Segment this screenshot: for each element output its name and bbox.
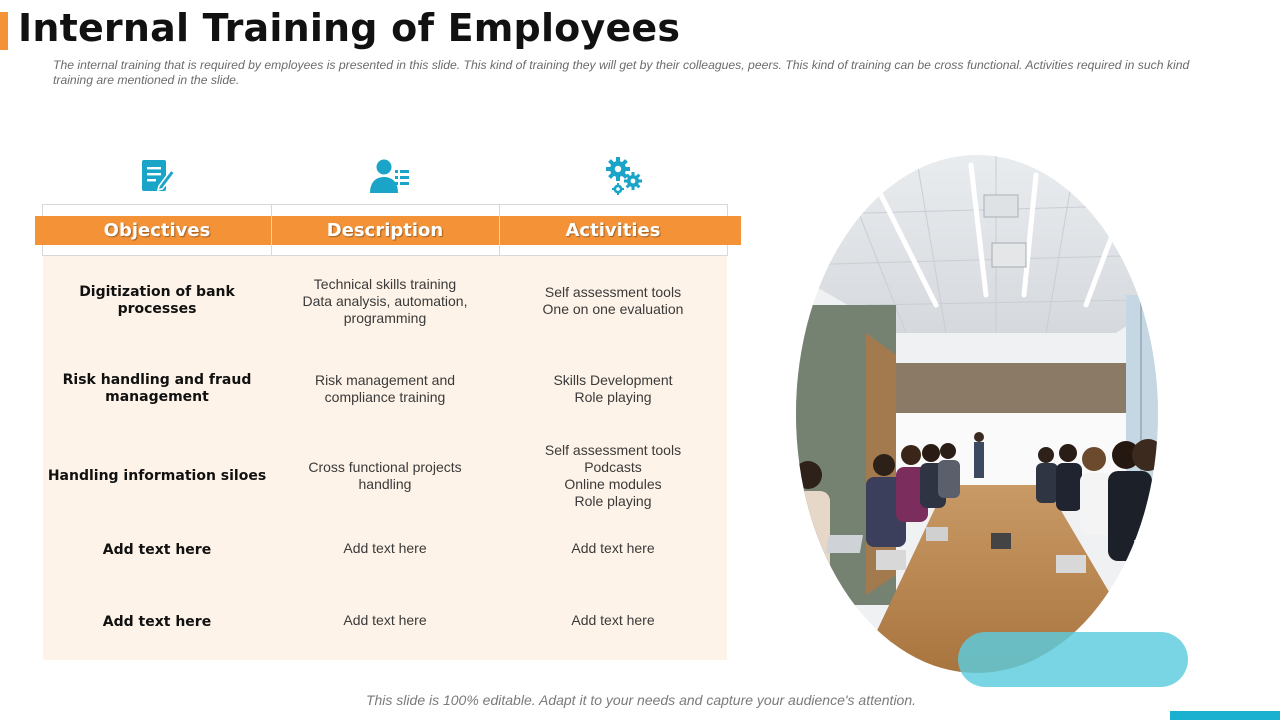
header-activities: Activities [565, 220, 661, 241]
table-row-2-activities: Skills Development Role playing [553, 372, 673, 405]
table-row-4-objective: Add text here [102, 541, 212, 558]
page-title: Internal Training of Employees [18, 6, 681, 50]
footer-note: This slide is 100% editable. Adapt it to your needs and capture your audience's attention. [365, 692, 917, 708]
page-subtitle: The internal training that is required by employees is presented in this slide. This kind of training they will get by their colleagues, peers. This kind of training can be cross functional. Activities required in such kind training are mentioned in the slide. [53, 58, 1190, 87]
table-row-3-activities: Self assessment tools Podcasts Online modules Role playing [544, 442, 682, 509]
table-row-1-activities: Self assessment tools One on one evaluation [542, 284, 684, 317]
table-row-4-description: Add text here [343, 539, 427, 556]
corner-accent-bar [1170, 711, 1280, 720]
table-row-2-description: Risk management and compliance training [314, 372, 456, 405]
header-description: Description [326, 220, 444, 241]
table-row-5-description: Add text here [343, 611, 427, 628]
table-row-5-objective: Add text here [102, 613, 212, 630]
table-row-2-objective: Risk handling and fraud management [62, 372, 252, 405]
gears-icon [605, 156, 645, 196]
header-objectives: Objectives [103, 220, 211, 241]
table-row-1-description: Technical skills training Data analysis, automation, programming [302, 275, 468, 326]
table-row-3-objective: Handling information siloes [47, 467, 267, 484]
title-accent-bar [0, 12, 8, 50]
table-row-3-description: Cross functional projects handling [308, 459, 462, 492]
edit-document-icon [137, 156, 177, 196]
table-row-1-objective: Digitization of bank processes [79, 284, 235, 317]
table-row-4-activities: Add text here [571, 539, 655, 556]
user-list-icon [369, 156, 409, 196]
decorative-pill-shape [958, 632, 1188, 687]
table-row-5-activities: Add text here [571, 611, 655, 628]
meeting-room-photo [796, 155, 1158, 673]
